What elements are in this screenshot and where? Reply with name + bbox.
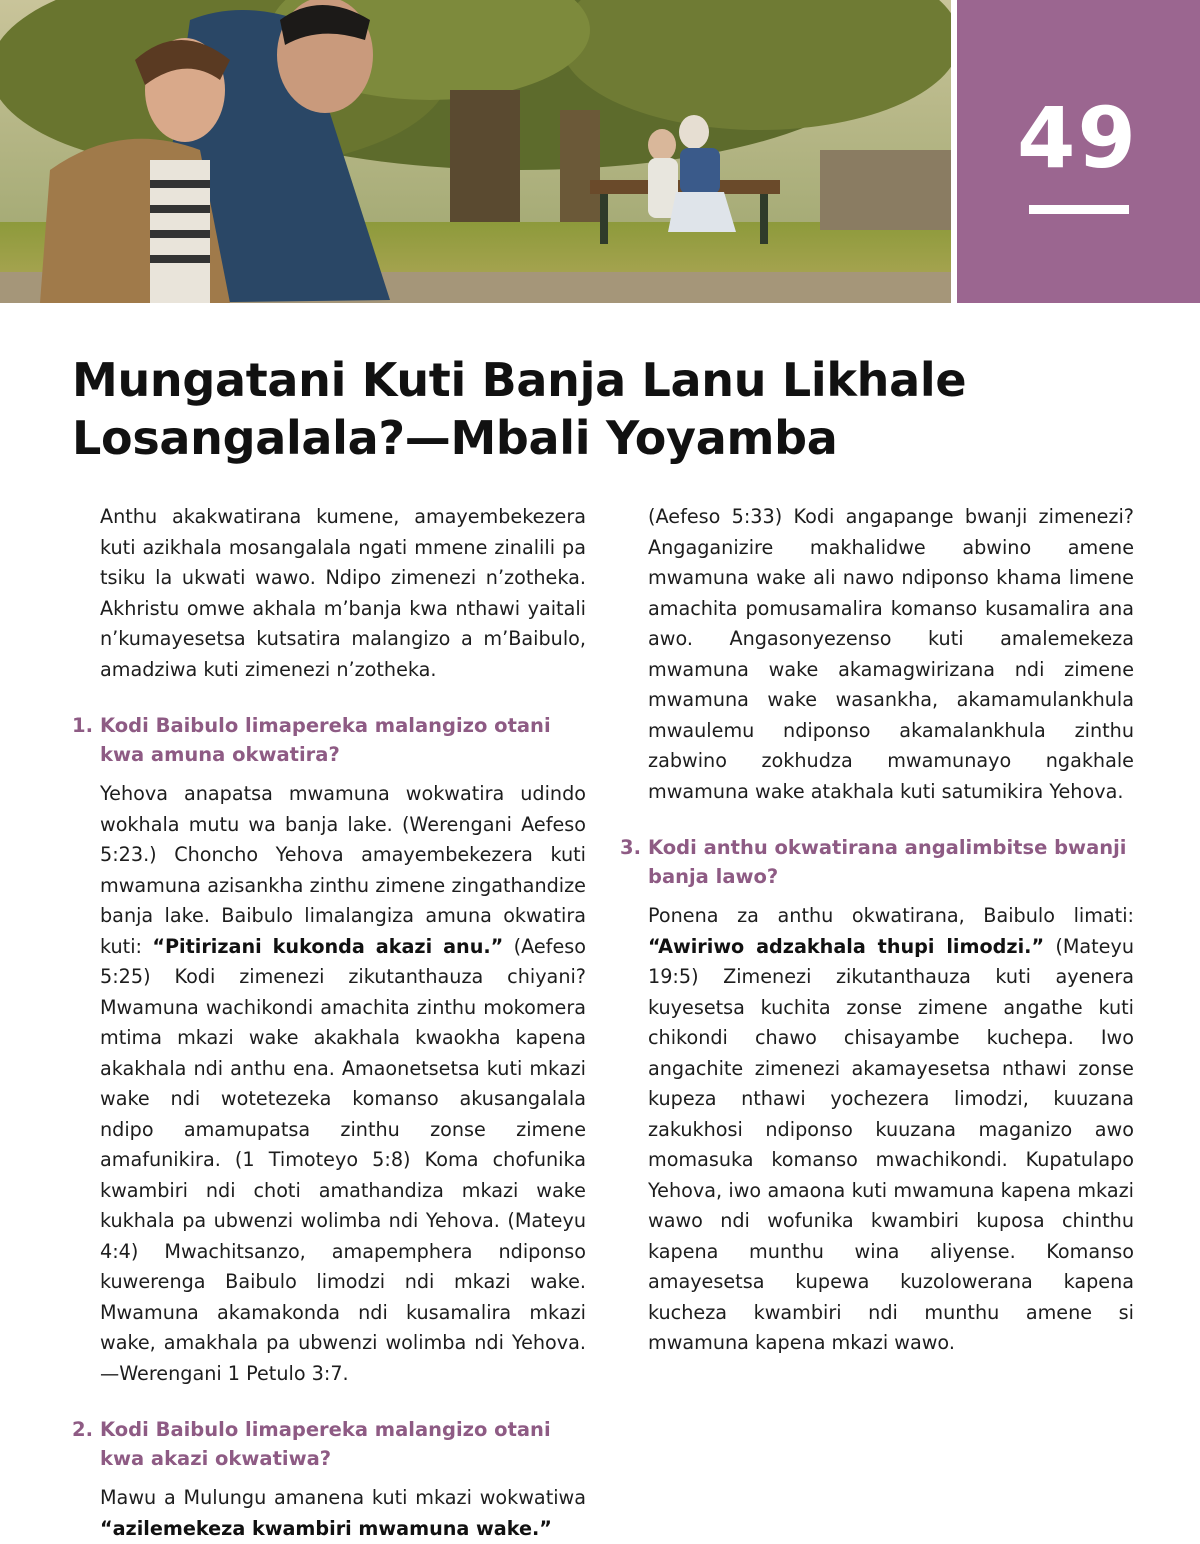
question-number: 3. [620,836,641,859]
intro-paragraph: Anthu akakwatirana kumene, amayembekezera kuti azikhala mosangalala ngati mmene zinalili pa tsiku la ukwati wawo. Ndipo zimenezi n’zotheka. Akhristu omwe akhala m’banja kwa nthawi yaitali n’kumayesetsa kutsatira malangizo a m’Baibulo, amadziwa kuti zimenezi n’zotheka. [100,505,586,681]
title-line-1: Mungatani Kuti Banja Lanu Likhale [72,353,967,407]
question-number: 2. [72,1418,93,1441]
title-line-2: Losangalala?—Mbali Yoyamba [72,411,838,465]
answer-text: (Mateyu 19:5) Zimenezi zikutanthauza kuti ayenera kuyesetsa kuchita zonse zimene angathe kuti chikondi chawo chisayambe kuchepa. Iwo angachite zimenezi akamayesetsa nthawi zonse kupeza nthawi yochezera limodzi, kuuzana zakukhosi ndiponso kuuzana maganizo awo momasuka komanso mwachikondi. Kupatulapo Yehova, iwo amaona kuti mwamuna kapena mkazi wawo ndi wofunika kwambiri kuposa chinthu kapena munthu wina aliyense. Komanso amayesetsa kupewa kuzolowerana kapena kucheza kwambiri ndi munthu amene si mwamuna kapena mkazi wawo. [648,934,1134,1354]
lesson-badge [957,0,1200,303]
answer-2-continued: (Aefeso 5:33) Kodi angapange bwanji zimenezi? Angaganizire makhalidwe abwino amene mwamuna wake ali nawo ndiponso khama limene amachita pomusamalira komanso kusamalira ana awo. Angasonyezenso kuti amalemekeza mwamuna wake akamagwirizana ndi zimene mwamuna wake wasankha, akamamulankhula mwaulemu ndiponso akamalankhula zinthu zabwino zokhudza mwamunayo ngakhale mwamuna wake atakhala kuti satumikira Yehova. [648,505,1134,803]
lesson-number: 49 [1017,89,1138,187]
question-2 [72,1415,586,1473]
badge-underline [1029,205,1129,214]
column-right [620,502,1134,1359]
answer-text: Yehova anapatsa mwamuna wokwatira udindo wokhala mutu wa banja lake. (Werengani Aefeso 5:23.) Choncho Yehova amayembekezera kuti mwamuna azisankha zinthu zimene zingathandize banja lake. Baibulo limalangiza amuna okwatira kuti: [100,782,586,958]
scripture-quote: “Awiriwo adzakhala thupi limodzi.” [648,934,1045,958]
column-left [72,502,586,1544]
question-text: Kodi anthu okwatirana angalimbitse bwanji banja lawo? [648,836,1127,888]
question-text: Kodi Baibulo limapereka malangizo otani kwa amuna okwatira? [100,714,551,766]
answer-text: Mawu a Mulungu amanena kuti mkazi wokwatiwa [100,1486,586,1509]
question-number: 1. [72,714,93,737]
scripture-quote: “Pitirizani kukonda akazi anu.” [152,934,504,958]
scripture-quote: “azilemekeza kwambiri mwamuna wake.” [100,1516,552,1540]
answer-3-paragraph [648,901,1134,1359]
question-3 [620,833,1134,891]
hero-photo [0,0,951,303]
question-text: Kodi Baibulo limapereka malangizo otani kwa akazi okwatiwa? [100,1418,551,1470]
question-1 [72,711,586,769]
answer-2-paragraph [100,1483,586,1544]
answer-1-paragraph [100,779,586,1389]
page-title [72,351,972,467]
answer-text: (Aefeso 5:25) Kodi zimenezi zikutanthauza chiyani? Mwamuna wachikondi amachita zinthu mokomera mtima mkazi wake akakhala kwaokha kapena akakhala ndi anthu ena. Amaonetsetsa kuti mkazi wake ndi wotetezeka komanso akusangalala ndipo amamupatsa zinthu zonse zimene amafunikira. (1 Timoteyo 5:8) Koma chofunika kwambiri ndi choti amathandiza mkazi wake kukhala pa ubwenzi wolimba ndi Yehova. (Mateyu 4:4) Mwachitsanzo, amapemphera ndiponso kuwerenga Baibulo limodzi ndi mkazi wake. Mwamuna akamakonda ndi kusamalira mkazi wake, amakhala pa ubwenzi wolimba ndi Yehova.—Werengani 1 Petulo 3:7. [100,934,586,1385]
answer-text: Ponena za anthu okwatirana, Baibulo limati: [648,904,1134,927]
